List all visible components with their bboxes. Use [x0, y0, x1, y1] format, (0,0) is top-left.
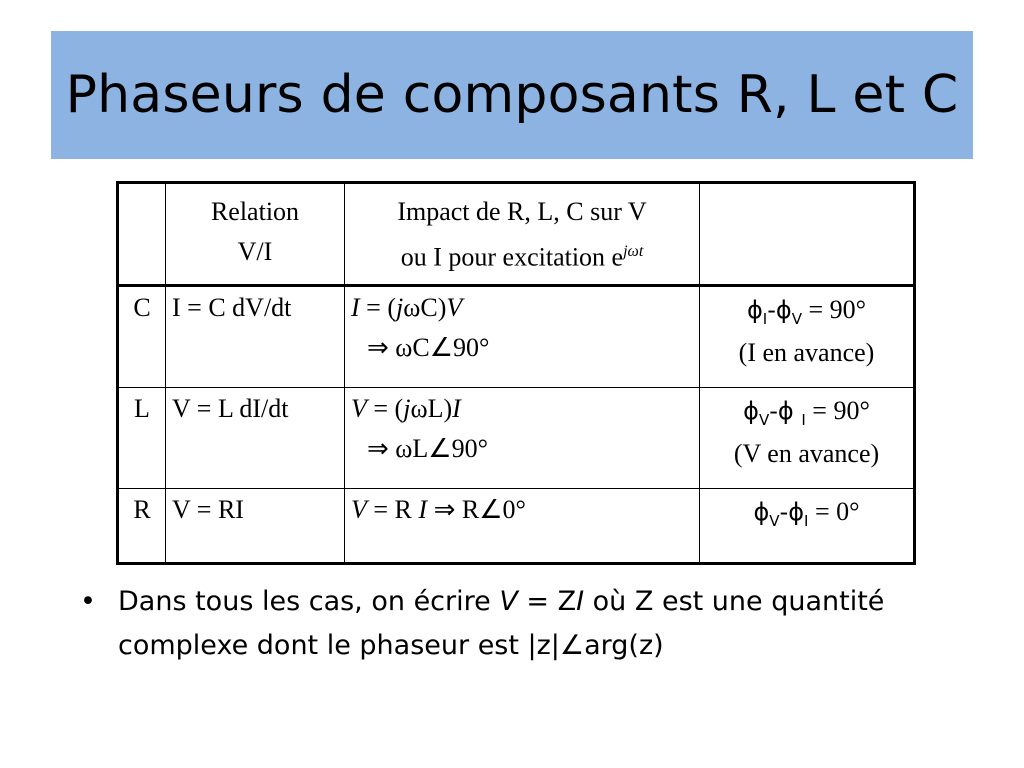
bullet-part2: = Z	[517, 586, 577, 617]
bullet-var-i: I	[576, 586, 585, 617]
relation-cell: V = L dI/dt	[166, 387, 345, 488]
phase-sub-b: I	[801, 410, 806, 429]
slide-title: Phaseurs de composants R, L et C	[65, 65, 959, 125]
phase-value: = 0°	[808, 496, 860, 526]
phase-separator: -ϕ	[767, 295, 792, 324]
relation-cell: I = C dV/dt	[166, 285, 345, 387]
impact-mid: = (	[366, 393, 404, 423]
bullet-var-v: V	[499, 586, 518, 617]
table-row	[118, 285, 915, 387]
header-cell-relation	[166, 183, 345, 286]
header-impact-line2: ou I pour excitation e	[400, 242, 624, 272]
impact-var2: I	[418, 494, 428, 524]
header-impact-line1: Impact de R, L, C sur V	[397, 197, 647, 226]
phase-sub-a: I	[762, 309, 768, 328]
bullet-item	[80, 580, 980, 668]
bullet-marker: •	[80, 586, 96, 617]
impact-inner: ωL)	[410, 393, 453, 423]
impact-var: V	[351, 393, 367, 423]
phase-value: = 90°	[805, 395, 870, 425]
table-row	[118, 387, 915, 488]
relation-cell: V = RI	[166, 488, 345, 563]
impact-var: V	[351, 494, 367, 524]
title-bar	[51, 31, 973, 159]
component-cell: R	[118, 488, 166, 563]
phase-symbol: ϕ	[746, 295, 763, 324]
header-cell-empty-left	[118, 183, 166, 286]
header-cell-empty-right	[700, 183, 915, 286]
impact-result: ⇒ ωC∠90°	[367, 332, 490, 362]
phase-sub-b: I	[804, 511, 809, 530]
phase-note: (I en avance)	[738, 337, 875, 367]
component-cell: C	[118, 285, 166, 387]
phasor-table	[116, 181, 916, 565]
phase-note: (V en avance)	[733, 438, 880, 468]
bullet-text	[118, 580, 980, 668]
impact-j: j	[403, 393, 411, 423]
impact-cell	[345, 488, 700, 563]
header-relation-line2: V/I	[237, 237, 273, 266]
phase-sub-a: V	[769, 511, 780, 530]
header-impact-exponent: jωt	[623, 243, 644, 260]
phase-symbol: ϕ	[743, 396, 759, 425]
phase-separator: -ϕ	[779, 497, 805, 526]
impact-var2: I	[452, 393, 461, 423]
phase-cell	[700, 387, 915, 488]
impact-result: ⇒ ωL∠90°	[367, 433, 488, 463]
phase-symbol: ϕ	[753, 497, 770, 526]
bullet-part1: Dans tous les cas, on écrire	[118, 586, 500, 617]
phase-separator: -ϕ	[769, 396, 802, 425]
phase-sub-a: V	[758, 410, 770, 429]
header-relation-line1: Relation	[210, 197, 300, 226]
table-row	[118, 488, 915, 563]
table-header-row	[118, 183, 915, 286]
impact-cell	[345, 285, 700, 387]
impact-mid: = (	[359, 292, 396, 322]
phase-value: = 90°	[801, 294, 867, 324]
impact-var: I	[351, 292, 360, 322]
header-cell-impact	[345, 183, 700, 286]
impact-var2: V	[446, 292, 463, 322]
impact-tail: ⇒ R∠0°	[427, 494, 526, 524]
impact-cell	[345, 387, 700, 488]
bullet-part3: où Z est une quantité complexe dont le phaseur est |z|∠arg(z)	[118, 586, 885, 661]
component-cell: L	[118, 387, 166, 488]
phase-cell	[700, 488, 915, 563]
phase-sub-b: V	[791, 309, 802, 328]
impact-mid: = R	[366, 494, 419, 524]
phase-cell	[700, 285, 915, 387]
impact-j: j	[396, 292, 404, 322]
impact-inner: ωC)	[403, 292, 447, 322]
